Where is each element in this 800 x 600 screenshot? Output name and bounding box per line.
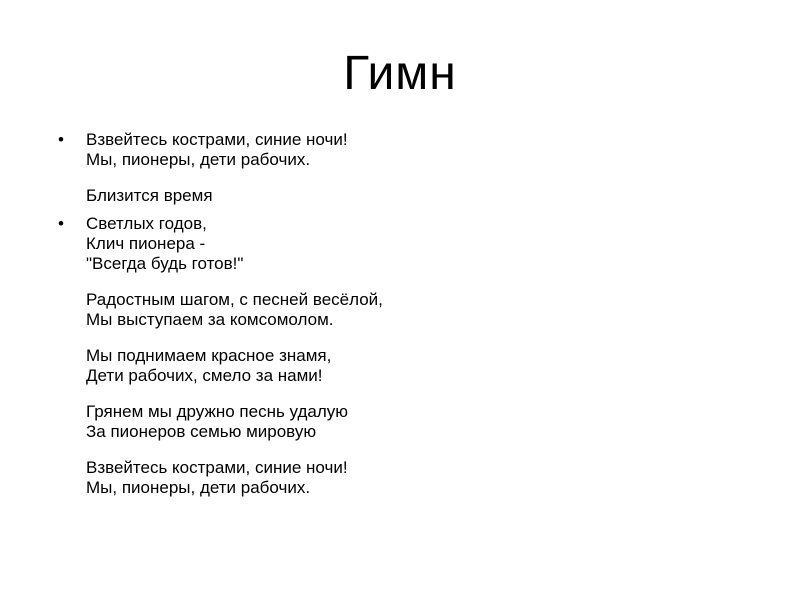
verse-line: Грянем мы дружно песнь удалую xyxy=(86,402,349,421)
verse-line: Радостным шагом, с песней весёлой, xyxy=(86,290,383,309)
verse-body xyxy=(56,130,756,514)
verse-line: Мы поднимаем красное знамя, xyxy=(86,346,332,365)
verse-line: Мы, пионеры, дети рабочих. xyxy=(86,150,311,169)
verse-block xyxy=(56,214,756,274)
verse-line: "Всегда будь готов!" xyxy=(86,254,244,273)
slide-title: Гимн xyxy=(343,47,457,100)
verse-line: Клич пионера - xyxy=(86,234,206,253)
verse-block xyxy=(56,130,756,170)
verse-line: Мы выступаем за комсомолом. xyxy=(86,310,334,329)
verse-line: Близится время xyxy=(86,186,213,205)
bullet-icon: • xyxy=(58,130,64,149)
verse-line: Дети рабочих, смело за нами! xyxy=(86,366,323,385)
verse-block xyxy=(56,290,756,330)
verse-line: Мы, пионеры, дети рабочих. xyxy=(86,478,311,497)
verse-block xyxy=(56,458,756,498)
verse-line: За пионеров семью мировую xyxy=(86,422,317,441)
verse-line: Светлых годов, xyxy=(86,214,207,233)
verse-line: Взвейтесь кострами, синие ночи! xyxy=(86,130,348,149)
bullet-icon: • xyxy=(58,214,64,233)
verse-block xyxy=(56,186,756,206)
verse-block xyxy=(56,402,756,442)
verse-line: Взвейтесь кострами, синие ночи! xyxy=(86,458,348,477)
verse-block xyxy=(56,346,756,386)
